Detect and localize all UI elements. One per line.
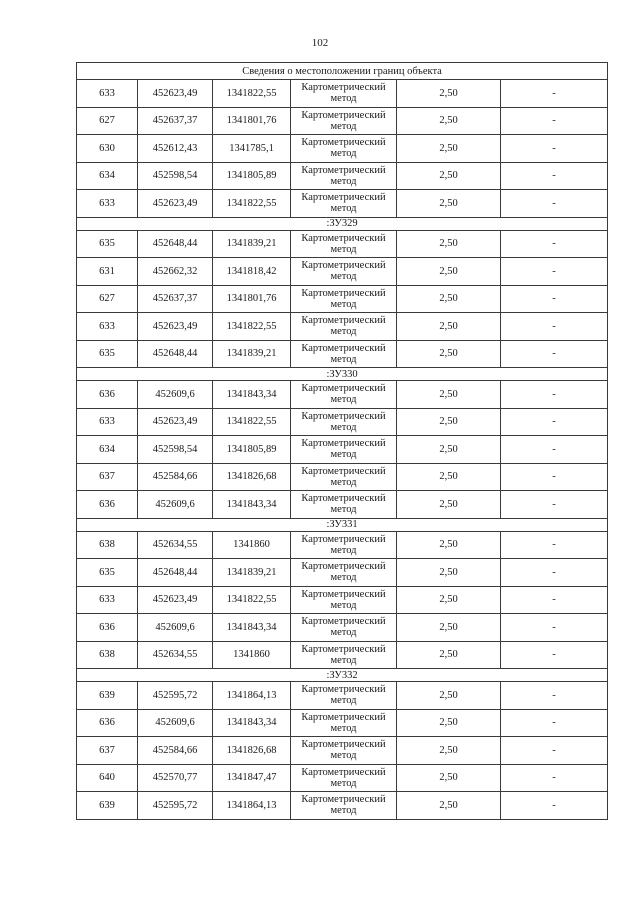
accuracy-cell: 2,50 [397, 135, 501, 163]
method-line-2: метод [330, 120, 357, 132]
point-number-cell: 636 [77, 381, 138, 409]
method-line-2: метод [330, 326, 357, 338]
method-cell [291, 559, 397, 587]
x-coordinate-cell: 452570,77 [138, 764, 213, 792]
table-row [77, 436, 608, 464]
method-line-1: Картометрический [301, 232, 386, 244]
group-header-row [77, 518, 608, 531]
table-row [77, 463, 608, 491]
table-row [77, 614, 608, 642]
method-line-2: метод [330, 572, 357, 584]
method-line-2: метод [330, 449, 357, 461]
point-number-cell: 631 [77, 258, 138, 286]
accuracy-cell: 2,50 [397, 258, 501, 286]
method-cell [291, 641, 397, 669]
table-row [77, 764, 608, 792]
method-cell [291, 340, 397, 368]
x-coordinate-cell: 452623,49 [138, 80, 213, 108]
x-coordinate-cell: 452598,54 [138, 162, 213, 190]
y-coordinate-cell: 1341818,42 [213, 258, 291, 286]
note-cell: - [501, 737, 608, 765]
y-coordinate-cell: 1341839,21 [213, 340, 291, 368]
point-number-cell: 630 [77, 135, 138, 163]
method-line-2: метод [330, 695, 357, 707]
method-line-1: Картометрический [301, 465, 386, 477]
point-number-cell: 627 [77, 285, 138, 313]
x-coordinate-cell: 452634,55 [138, 641, 213, 669]
method-cell [291, 230, 397, 258]
group-header-row [77, 669, 608, 682]
y-coordinate-cell: 1341822,55 [213, 190, 291, 218]
method-cell [291, 792, 397, 820]
x-coordinate-cell: 452609,6 [138, 614, 213, 642]
note-cell: - [501, 531, 608, 559]
method-cell [291, 258, 397, 286]
point-number-cell: 637 [77, 463, 138, 491]
method-line-2: метод [330, 421, 357, 433]
method-line-1: Картометрический [301, 164, 386, 176]
point-number-cell: 636 [77, 491, 138, 519]
table-row [77, 586, 608, 614]
method-line-2: метод [330, 722, 357, 734]
accuracy-cell: 2,50 [397, 614, 501, 642]
point-number-cell: 638 [77, 531, 138, 559]
note-cell: - [501, 162, 608, 190]
x-coordinate-cell: 452648,44 [138, 230, 213, 258]
accuracy-cell: 2,50 [397, 586, 501, 614]
y-coordinate-cell: 1341822,55 [213, 80, 291, 108]
accuracy-cell: 2,50 [397, 792, 501, 820]
method-line-2: метод [330, 805, 357, 817]
accuracy-cell: 2,50 [397, 641, 501, 669]
y-coordinate-cell: 1341839,21 [213, 559, 291, 587]
y-coordinate-cell: 1341843,34 [213, 709, 291, 737]
x-coordinate-cell: 452612,43 [138, 135, 213, 163]
x-coordinate-cell: 452637,37 [138, 285, 213, 313]
point-number-cell: 633 [77, 586, 138, 614]
accuracy-cell: 2,50 [397, 737, 501, 765]
accuracy-cell: 2,50 [397, 230, 501, 258]
method-cell [291, 614, 397, 642]
method-line-1: Картометрический [301, 82, 386, 94]
x-coordinate-cell: 452623,49 [138, 313, 213, 341]
table-row [77, 709, 608, 737]
x-coordinate-cell: 452609,6 [138, 491, 213, 519]
accuracy-cell: 2,50 [397, 190, 501, 218]
accuracy-cell: 2,50 [397, 408, 501, 436]
x-coordinate-cell: 452648,44 [138, 340, 213, 368]
y-coordinate-cell: 1341847,47 [213, 764, 291, 792]
method-cell [291, 135, 397, 163]
table-row [77, 107, 608, 135]
point-number-cell: 633 [77, 313, 138, 341]
note-cell: - [501, 792, 608, 820]
accuracy-cell: 2,50 [397, 162, 501, 190]
boundary-coordinates-table [76, 62, 608, 820]
accuracy-cell: 2,50 [397, 531, 501, 559]
y-coordinate-cell: 1341860 [213, 641, 291, 669]
accuracy-cell: 2,50 [397, 313, 501, 341]
method-line-1: Картометрический [301, 561, 386, 573]
accuracy-cell: 2,50 [397, 340, 501, 368]
method-line-2: метод [330, 654, 357, 666]
method-cell [291, 531, 397, 559]
table-row [77, 641, 608, 669]
point-number-cell: 639 [77, 792, 138, 820]
note-cell: - [501, 381, 608, 409]
note-cell: - [501, 190, 608, 218]
table-row [77, 162, 608, 190]
table-title: Сведения о местоположении границ объекта [77, 63, 608, 80]
x-coordinate-cell: 452648,44 [138, 559, 213, 587]
table-row [77, 559, 608, 587]
x-coordinate-cell: 452623,49 [138, 190, 213, 218]
method-line-1: Картометрический [301, 109, 386, 121]
group-label: :ЗУ331 [77, 518, 608, 531]
point-number-cell: 633 [77, 190, 138, 218]
y-coordinate-cell: 1341826,68 [213, 463, 291, 491]
method-line-1: Картометрический [301, 711, 386, 723]
y-coordinate-cell: 1341822,55 [213, 586, 291, 614]
x-coordinate-cell: 452623,49 [138, 408, 213, 436]
accuracy-cell: 2,50 [397, 463, 501, 491]
note-cell: - [501, 559, 608, 587]
method-line-1: Картометрический [301, 766, 386, 778]
method-cell [291, 586, 397, 614]
y-coordinate-cell: 1341864,13 [213, 792, 291, 820]
accuracy-cell: 2,50 [397, 80, 501, 108]
point-number-cell: 636 [77, 614, 138, 642]
y-coordinate-cell: 1341801,76 [213, 285, 291, 313]
method-line-2: метод [330, 298, 357, 310]
method-cell [291, 313, 397, 341]
y-coordinate-cell: 1341805,89 [213, 162, 291, 190]
x-coordinate-cell: 452584,66 [138, 463, 213, 491]
method-line-1: Картометрический [301, 315, 386, 327]
method-cell [291, 682, 397, 710]
x-coordinate-cell: 452634,55 [138, 531, 213, 559]
x-coordinate-cell: 452609,6 [138, 709, 213, 737]
note-cell: - [501, 107, 608, 135]
y-coordinate-cell: 1341801,76 [213, 107, 291, 135]
y-coordinate-cell: 1341843,34 [213, 614, 291, 642]
note-cell: - [501, 682, 608, 710]
table-row [77, 285, 608, 313]
point-number-cell: 627 [77, 107, 138, 135]
table-row [77, 340, 608, 368]
table-row [77, 792, 608, 820]
page-number: 102 [311, 37, 329, 49]
method-cell [291, 80, 397, 108]
method-line-1: Картометрический [301, 684, 386, 696]
table-row [77, 313, 608, 341]
x-coordinate-cell: 452598,54 [138, 436, 213, 464]
x-coordinate-cell: 452623,49 [138, 586, 213, 614]
group-header-row [77, 368, 608, 381]
group-label: :ЗУ332 [77, 669, 608, 682]
note-cell: - [501, 764, 608, 792]
note-cell: - [501, 709, 608, 737]
method-cell [291, 285, 397, 313]
accuracy-cell: 2,50 [397, 436, 501, 464]
note-cell: - [501, 641, 608, 669]
method-line-1: Картометрический [301, 438, 386, 450]
accuracy-cell: 2,50 [397, 381, 501, 409]
method-line-1: Картометрический [301, 287, 386, 299]
accuracy-cell: 2,50 [397, 709, 501, 737]
point-number-cell: 635 [77, 559, 138, 587]
method-line-2: метод [330, 93, 357, 105]
table-row [77, 737, 608, 765]
table-row [77, 491, 608, 519]
point-number-cell: 633 [77, 80, 138, 108]
x-coordinate-cell: 452595,72 [138, 792, 213, 820]
group-label: :ЗУ329 [77, 217, 608, 230]
accuracy-cell: 2,50 [397, 285, 501, 313]
method-line-2: метод [330, 777, 357, 789]
method-line-1: Картометрический [301, 794, 386, 806]
note-cell: - [501, 80, 608, 108]
point-number-cell: 638 [77, 641, 138, 669]
method-line-1: Картометрический [301, 739, 386, 751]
method-cell [291, 107, 397, 135]
note-cell: - [501, 436, 608, 464]
method-line-2: метод [330, 504, 357, 516]
note-cell: - [501, 614, 608, 642]
method-cell [291, 436, 397, 464]
method-line-1: Картометрический [301, 588, 386, 600]
method-cell [291, 491, 397, 519]
note-cell: - [501, 258, 608, 286]
method-line-2: метод [330, 353, 357, 365]
method-line-1: Картометрический [301, 493, 386, 505]
table-row [77, 531, 608, 559]
point-number-cell: 634 [77, 162, 138, 190]
x-coordinate-cell: 452637,37 [138, 107, 213, 135]
method-line-1: Картометрический [301, 616, 386, 628]
method-line-1: Картометрический [301, 643, 386, 655]
note-cell: - [501, 340, 608, 368]
group-header-row [77, 217, 608, 230]
method-cell [291, 737, 397, 765]
method-cell [291, 764, 397, 792]
method-line-2: метод [330, 271, 357, 283]
point-number-cell: 640 [77, 764, 138, 792]
accuracy-cell: 2,50 [397, 491, 501, 519]
note-cell: - [501, 313, 608, 341]
table-row [77, 381, 608, 409]
method-line-2: метод [330, 243, 357, 255]
note-cell: - [501, 491, 608, 519]
x-coordinate-cell: 452609,6 [138, 381, 213, 409]
table-row [77, 135, 608, 163]
y-coordinate-cell: 1341843,34 [213, 491, 291, 519]
note-cell: - [501, 135, 608, 163]
method-line-2: метод [330, 750, 357, 762]
table-title-row [77, 63, 608, 80]
method-line-2: метод [330, 627, 357, 639]
y-coordinate-cell: 1341843,34 [213, 381, 291, 409]
note-cell: - [501, 408, 608, 436]
group-label: :ЗУ330 [77, 368, 608, 381]
method-line-1: Картометрический [301, 137, 386, 149]
method-line-2: метод [330, 175, 357, 187]
method-cell [291, 463, 397, 491]
y-coordinate-cell: 1341822,55 [213, 408, 291, 436]
accuracy-cell: 2,50 [397, 559, 501, 587]
method-line-2: метод [330, 203, 357, 215]
y-coordinate-cell: 1341839,21 [213, 230, 291, 258]
point-number-cell: 635 [77, 340, 138, 368]
x-coordinate-cell: 452595,72 [138, 682, 213, 710]
method-line-1: Картометрический [301, 410, 386, 422]
method-line-1: Картометрический [301, 383, 386, 395]
table-row [77, 682, 608, 710]
note-cell: - [501, 285, 608, 313]
table-row [77, 80, 608, 108]
note-cell: - [501, 230, 608, 258]
point-number-cell: 639 [77, 682, 138, 710]
y-coordinate-cell: 1341860 [213, 531, 291, 559]
table-row [77, 258, 608, 286]
table-row [77, 190, 608, 218]
y-coordinate-cell: 1341805,89 [213, 436, 291, 464]
y-coordinate-cell: 1341826,68 [213, 737, 291, 765]
method-line-1: Картометрический [301, 260, 386, 272]
method-cell [291, 162, 397, 190]
method-line-1: Картометрический [301, 192, 386, 204]
point-number-cell: 634 [77, 436, 138, 464]
method-line-2: метод [330, 394, 357, 406]
accuracy-cell: 2,50 [397, 107, 501, 135]
point-number-cell: 637 [77, 737, 138, 765]
method-line-2: метод [330, 599, 357, 611]
accuracy-cell: 2,50 [397, 682, 501, 710]
point-number-cell: 635 [77, 230, 138, 258]
method-cell [291, 408, 397, 436]
method-line-2: метод [330, 476, 357, 488]
accuracy-cell: 2,50 [397, 764, 501, 792]
method-cell [291, 381, 397, 409]
y-coordinate-cell: 1341864,13 [213, 682, 291, 710]
note-cell: - [501, 463, 608, 491]
method-line-2: метод [330, 148, 357, 160]
note-cell: - [501, 586, 608, 614]
y-coordinate-cell: 1341785,1 [213, 135, 291, 163]
point-number-cell: 636 [77, 709, 138, 737]
method-line-1: Картометрический [301, 342, 386, 354]
method-cell [291, 190, 397, 218]
table-row [77, 230, 608, 258]
x-coordinate-cell: 452584,66 [138, 737, 213, 765]
method-line-1: Картометрический [301, 533, 386, 545]
table-row [77, 408, 608, 436]
y-coordinate-cell: 1341822,55 [213, 313, 291, 341]
method-line-2: метод [330, 544, 357, 556]
method-cell [291, 709, 397, 737]
point-number-cell: 633 [77, 408, 138, 436]
x-coordinate-cell: 452662,32 [138, 258, 213, 286]
